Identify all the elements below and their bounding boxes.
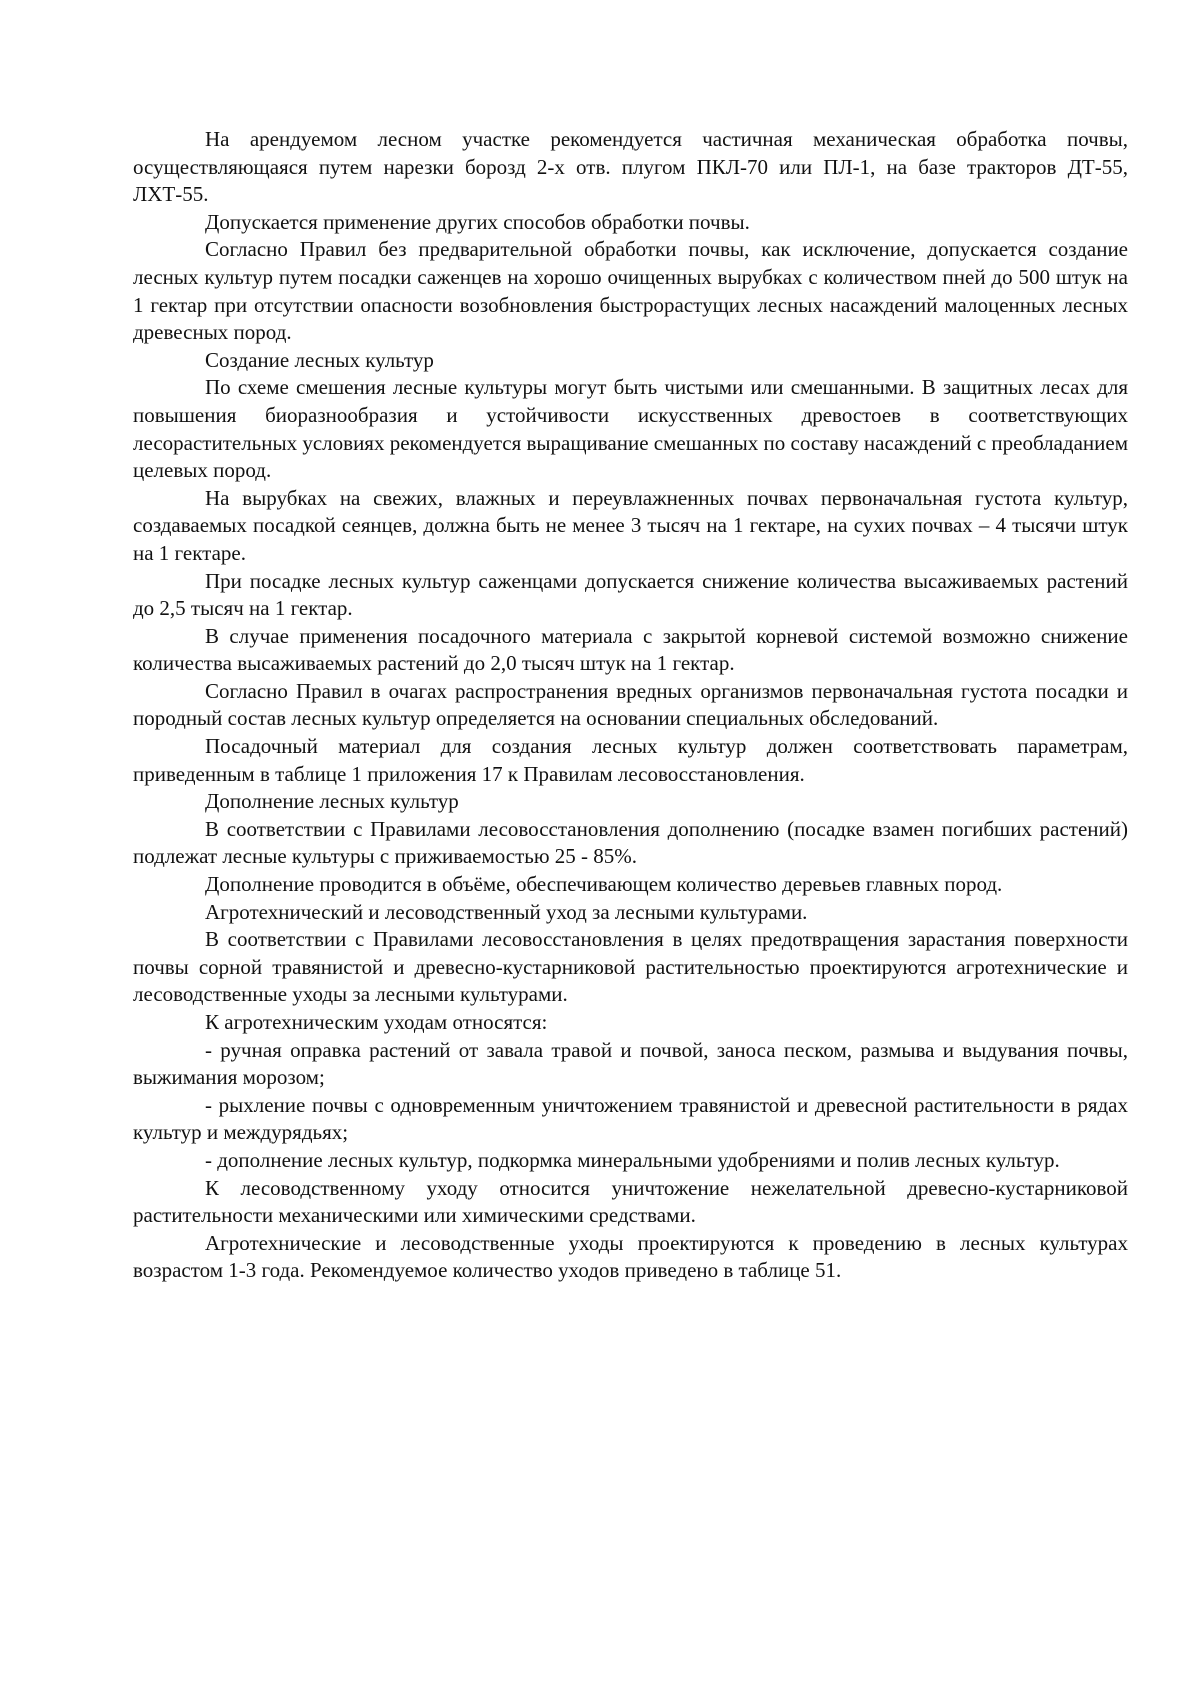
paragraph-other-tillage-methods: Допускается применение других способов обработки почвы.: [205, 209, 750, 234]
paragraph-pest-outbreak-areas: Согласно Правил в очагах распространения вредных организмов первоначальная густота посадки и породный состав лесных культур определяется на основании специальных обследований.: [133, 678, 1128, 731]
paragraph-supplementing-volume: Дополнение проводится в объёме, обеспечивающем количество деревьев главных пород.: [205, 872, 1003, 897]
paragraph-sapling-planting: При посадке лесных культур саженцами допускается снижение количества высаживаемых растений до 2,5 тысяч на 1 гектар.: [133, 568, 1128, 621]
heading-agrotechnical-care: Агротехнический и лесоводственный уход за лесными культурами.: [205, 899, 808, 924]
paragraph-silvicultural-care: К лесоводственному уходу относится уничтожение нежелательной древесно-кустарниковой растительности механическими или химическими средствами.: [133, 1175, 1128, 1228]
heading-creation-of-forest-crops: Создание лесных культур: [205, 347, 434, 372]
paragraph-tillage-recommendation: На арендуемом лесном участке рекомендуется частичная механическая обработка почвы, осуществляющаяся путем нарезки борозд 2-х отв. плугом ПКЛ-70 или ПЛ-1, на базе тракторов ДТ-55, ЛХТ-55.: [133, 127, 1128, 207]
paragraph-initial-density: На вырубках на свежих, влажных и переувлажненных почвах первоначальная густота культур, создаваемых посадкой сеянцев, должна быть не менее 3 тысяч на 1 гектаре, на сухих почвах – 4 тысячи штук на 1 гектаре.: [133, 485, 1128, 565]
paragraph-planting-without-tillage: Согласно Правил без предварительной обработки почвы, как исключение, допускается создание лесных культур путем посадки саженцев на хорошо очищенных вырубках с количеством пней до 500 штук на 1 гектар при отсутствии опасности возобновления быстрорастущих лесных насаждений малоценных лесных древесных пород.: [133, 237, 1128, 345]
document-page: [133, 126, 1128, 1285]
paragraph-care-scheduling: Агротехнические и лесоводственные уходы проектируются к проведению в лесных культурах возрастом 1-3 года. Рекомендуемое количество уходов приведено в таблице 51.: [133, 1230, 1128, 1283]
paragraph-care-design: В соответствии с Правилами лесовосстановления в целях предотвращения зарастания поверхности почвы сорной травянистой и древесно-кустарниковой растительностью проектируются агротехнические и лесоводственные уходы за лесными культурами.: [133, 927, 1128, 1007]
list-item-loosening-soil: - рыхление почвы с одновременным уничтожением травянистой и древесной растительности в рядах культур и междурядьях;: [133, 1092, 1128, 1145]
paragraph-mixing-scheme: По схеме смешения лесные культуры могут быть чистыми или смешанными. В защитных лесах для повышения биоразнообразия и устойчивости искусственных древостоев в соответствующих лесорастительных условиях рекомендуется выращивание смешанных по составу насаждений с преобладанием целевых пород.: [133, 375, 1129, 483]
list-item-manual-straightening: - ручная оправка растений от завала травой и почвой, заноса песком, размыва и выдувания почвы, выжимания морозом;: [133, 1037, 1128, 1090]
paragraph-planting-material: Посадочный материал для создания лесных культур должен соответствовать параметрам, приведенным в таблице 1 приложения 17 к Правилам лесовосстановления.: [133, 734, 1128, 786]
paragraph-closed-root-system: В случае применения посадочного материала с закрытой корневой системой возможно снижение количества высаживаемых растений до 2,0 тысяч штук на 1 гектар.: [133, 623, 1128, 676]
paragraph-agrotechnical-care-list-intro: К агротехническим уходам относятся:: [205, 1010, 548, 1034]
list-item-supplementing-feeding: - дополнение лесных культур, подкормка минеральными удобрениями и полив лесных культур.: [205, 1147, 1060, 1172]
heading-supplementing-forest-crops: Дополнение лесных культур: [205, 789, 459, 814]
paragraph-supplementing-rules: В соответствии с Правилами лесовосстановления дополнению (посадке взамен погибших растений) подлежат лесные культуры с приживаемостью 25 - 85%.: [133, 816, 1128, 869]
